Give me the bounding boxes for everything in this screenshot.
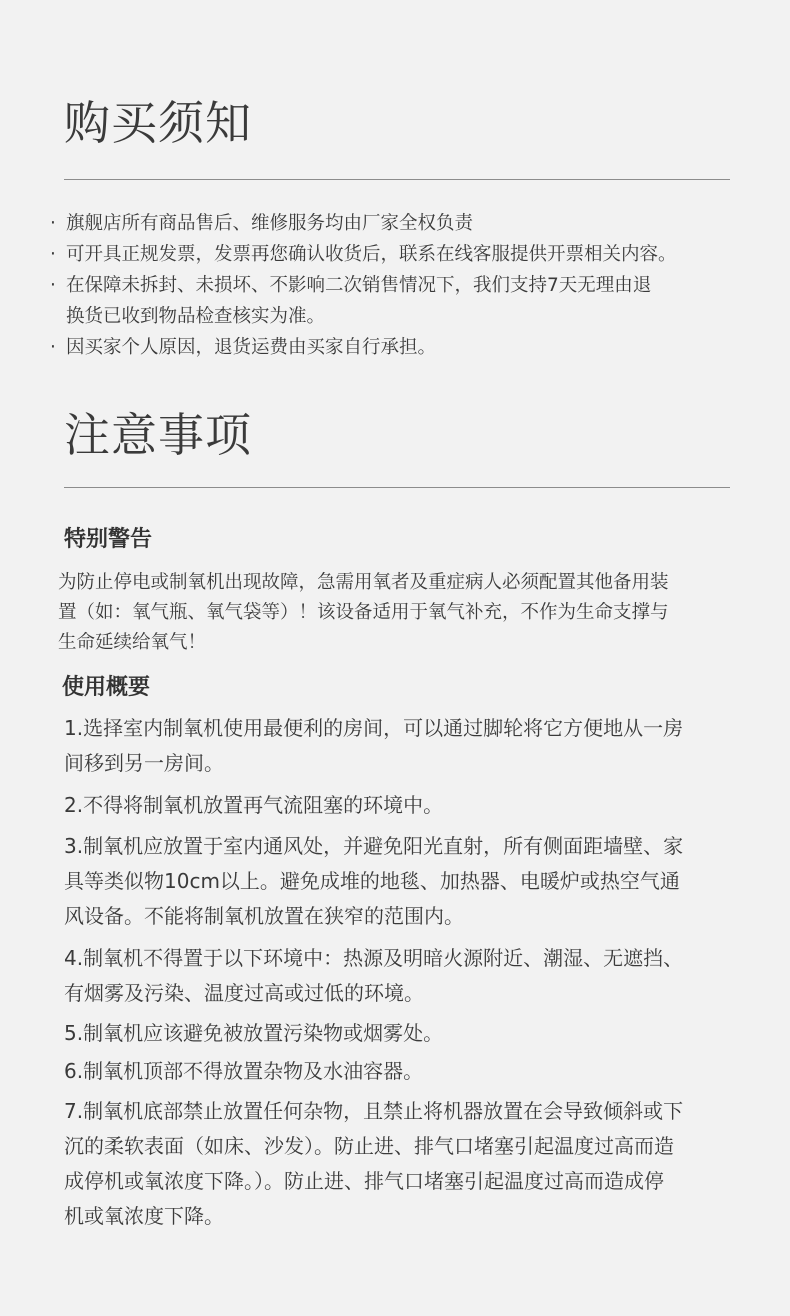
purchase-notice-list <box>50 208 740 363</box>
usage-line: 沉的柔软表面（如床、沙发）。防止进、排气口堵塞引起温度过高而造 <box>64 1134 674 1158</box>
notice-item <box>50 239 740 270</box>
usage-item-3 <box>64 829 740 934</box>
usage-line: 4.制氧机不得置于以下环境中：热源及明暗火源附近、潮湿、无遮挡、 <box>64 946 684 970</box>
usage-line: 机或氧浓度下降。 <box>64 1204 224 1228</box>
notice-item-text: 在保障未拆封、未损坏、不影响二次销售情况下，我们支持7天无理由退 <box>66 275 652 296</box>
usage-line: 成停机或氧浓度下降。）。防止进、排气口堵塞引起温度过高而造成停 <box>64 1169 664 1193</box>
purchase-notice-divider <box>64 179 730 180</box>
usage-heading: 使用概要 <box>62 675 151 700</box>
bullet-dot: · <box>50 213 56 234</box>
usage-item-7 <box>64 1094 740 1234</box>
notice-item-text: 旗舰店所有商品售后、维修服务均由厂家全权负责 <box>66 213 474 234</box>
usage-line: 6.制氧机顶部不得放置杂物及水油容器。 <box>64 1059 424 1083</box>
usage-item-6 <box>64 1054 740 1089</box>
notice-item <box>50 208 740 239</box>
warning-line: 生命延续给氧气！ <box>58 632 207 653</box>
purchase-notice-title: 购买须知 <box>64 96 252 150</box>
usage-line: 风设备。不能将制氧机放置在狭窄的范围内。 <box>64 904 464 928</box>
warning-line: 为防止停电或制氧机出现故障，急需用氧者及重症病人必须配置其他备用装 <box>58 572 669 593</box>
notice-item-text: 因买家个人原因，退货运费由买家自行承担。 <box>66 337 437 358</box>
usage-line: 5.制氧机应该避免被放置污染物或烟雾处。 <box>64 1021 444 1045</box>
usage-line: 间移到另一房间。 <box>64 751 224 775</box>
bullet-dot: · <box>50 275 56 296</box>
usage-line: 1.选择室内制氧机使用最便利的房间，可以通过脚轮将它方便地从一房 <box>64 716 684 740</box>
usage-item-5 <box>64 1016 740 1051</box>
notice-item-text: 换货已收到物品检查核实为准。 <box>66 306 326 327</box>
precautions-title: 注意事项 <box>64 408 252 462</box>
warning-line: 置（如：氧气瓶、氧气袋等）！该设备适用于氧气补充，不作为生命支撑与 <box>58 602 669 623</box>
warning-heading: 特别警告 <box>64 527 153 552</box>
usage-line: 3.制氧机应放置于室内通风处，并避免阳光直射，所有侧面距墙壁、家 <box>64 834 684 858</box>
bullet-dot: · <box>50 244 56 265</box>
usage-item-1 <box>64 711 740 781</box>
usage-item-2 <box>64 788 740 823</box>
notice-item <box>50 270 740 332</box>
notice-item-text: 可开具正规发票，发票再您确认收货后，联系在线客服提供开票相关内容。 <box>66 244 677 265</box>
usage-line: 7.制氧机底部禁止放置任何杂物，且禁止将机器放置在会导致倾斜或下 <box>64 1099 684 1123</box>
usage-item-4 <box>64 941 740 1011</box>
usage-line: 具等类似物10cm以上。避免成堆的地毯、加热器、电暖炉或热空气通 <box>64 869 680 893</box>
precautions-divider <box>64 487 730 488</box>
notice-item <box>50 332 740 363</box>
usage-line: 有烟雾及污染、温度过高或过低的环境。 <box>64 981 424 1005</box>
bullet-dot: · <box>50 337 56 358</box>
warning-text <box>58 568 738 658</box>
usage-line: 2.不得将制氧机放置再气流阻塞的环境中。 <box>64 793 444 817</box>
